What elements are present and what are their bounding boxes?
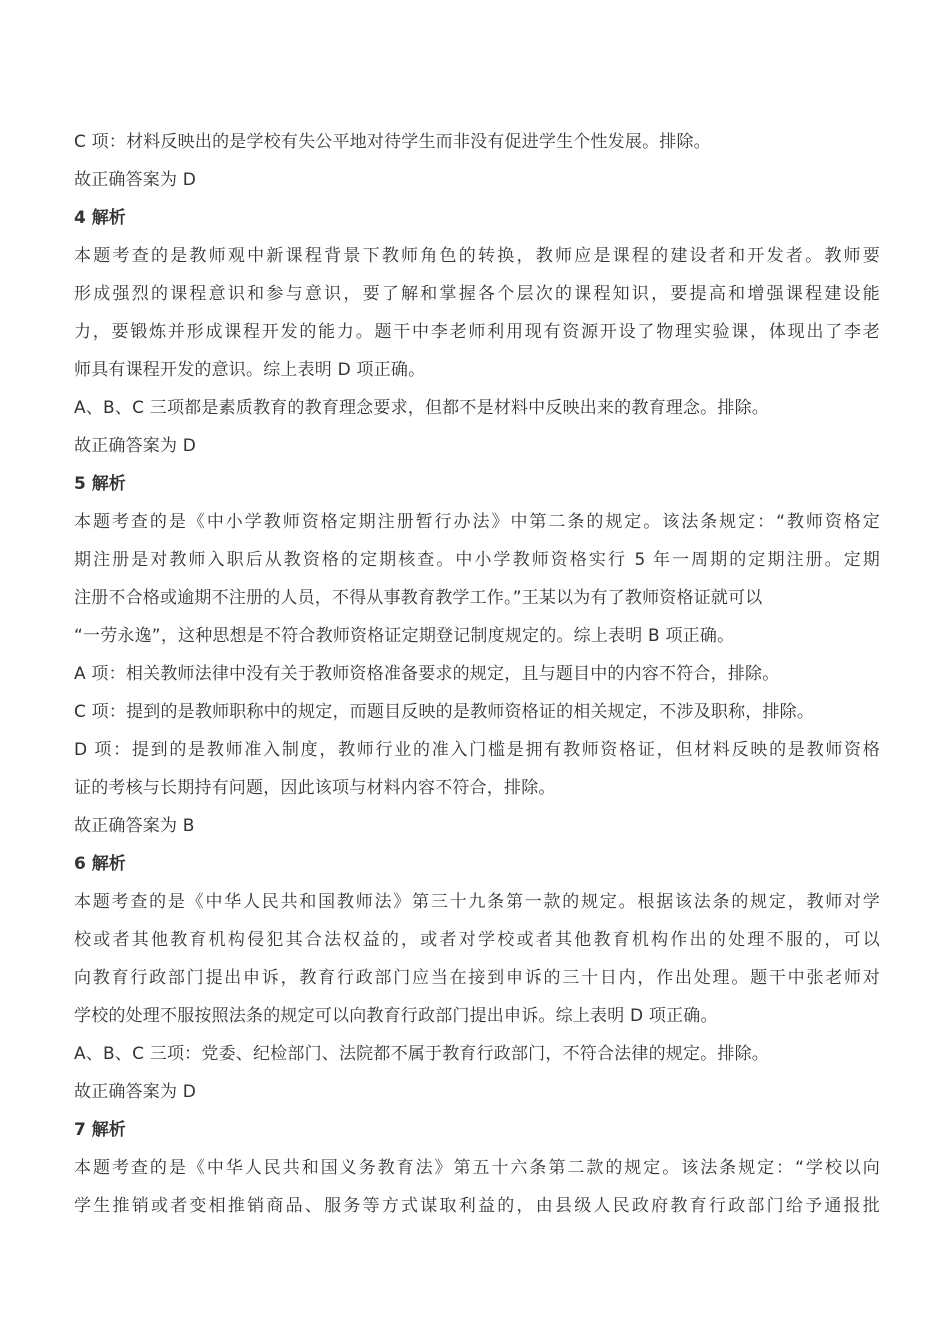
section-heading-7: 7 解析 [74,1120,126,1140]
option-a-text: A 项：相关教师法律中没有关于教师资格准备要求的规定，且与题目中的内容不符合，排除。 [74,664,780,684]
paragraph-line: “一劳永逸”，这种思想是不符合教师资格证定期登记制度规定的。综上表明 B 项正确。 [74,626,735,646]
paragraph-line: 本题考查的是《中华人民共和国教师法》第三十九条第一款的规定。根据该法条的规定，教师对学 [74,892,880,912]
section-heading-4: 4 解析 [74,208,126,228]
answer-line: 故正确答案为 D [74,170,197,190]
paragraph-line: 校或者其他教育机构侵犯其合法权益的，或者对学校或者其他教育机构作出的处理不服的，可以 [74,930,880,950]
option-c-text: C 项：材料反映出的是学校有失公平地对待学生而非没有促进学生个性发展。排除。 [74,132,711,152]
option-abc-text: A、B、C 三项都是素质教育的教育理念要求，但都不是材料中反映出来的教育理念。排除。 [74,398,769,418]
document-page [74,123,880,1225]
paragraph-line: 学校的处理不服按照法条的规定可以向教育行政部门提出申诉。综上表明 D 项正确。 [74,1006,718,1026]
answer-line: 故正确答案为 D [74,436,197,456]
section-heading-5: 5 解析 [74,474,126,494]
option-d-text: 证的考核与长期持有问题，因此该项与材料内容不符合，排除。 [74,778,556,798]
option-c-text: C 项：提到的是教师职称中的规定，而题目反映的是教师资格证的相关规定，不涉及职称，排除。 [74,702,815,722]
paragraph-line: 本题考查的是《中华人民共和国义务教育法》第五十六条第二款的规定。该法条规定：“学校以向 [74,1158,880,1178]
answer-line: 故正确答案为 D [74,1082,197,1102]
paragraph-line: 注册不合格或逾期不注册的人员，不得从事教育教学工作。”王某以为有了教师资格证就可以 [74,588,763,608]
option-abc-text: A、B、C 三项：党委、纪检部门、法院都不属于教育行政部门，不符合法律的规定。排除。 [74,1044,769,1064]
paragraph-line: 学生推销或者变相推销商品、服务等方式谋取利益的，由县级人民政府教育行政部门给予通报批 [74,1196,880,1216]
paragraph-line: 师具有课程开发的意识。综上表明 D 项正确。 [74,360,426,380]
section-heading-6: 6 解析 [74,854,126,874]
paragraph-line: 向教育行政部门提出申诉，教育行政部门应当在接到申诉的三十日内，作出处理。题干中张老师对 [74,968,880,988]
paragraph-line: 期注册是对教师入职后从教资格的定期核查。中小学教师资格实行 5 年一周期的定期注册。定期 [74,550,880,570]
paragraph-line: 力，要锻炼并形成课程开发的能力。题干中李老师利用现有资源开设了物理实验课，体现出了李老 [74,322,880,342]
answer-line: 故正确答案为 B [74,816,195,836]
paragraph-line: 本题考查的是《中小学教师资格定期注册暂行办法》中第二条的规定。该法条规定：“教师资格定 [74,512,880,532]
option-d-text: D 项：提到的是教师准入制度，教师行业的准入门槛是拥有教师资格证，但材料反映的是教师资格 [74,740,880,760]
paragraph-line: 本题考查的是教师观中新课程背景下教师角色的转换，教师应是课程的建设者和开发者。教师要 [74,246,880,266]
paragraph-line: 形成强烈的课程意识和参与意识，要了解和掌握各个层次的课程知识，要提高和增强课程建设能 [74,284,880,304]
